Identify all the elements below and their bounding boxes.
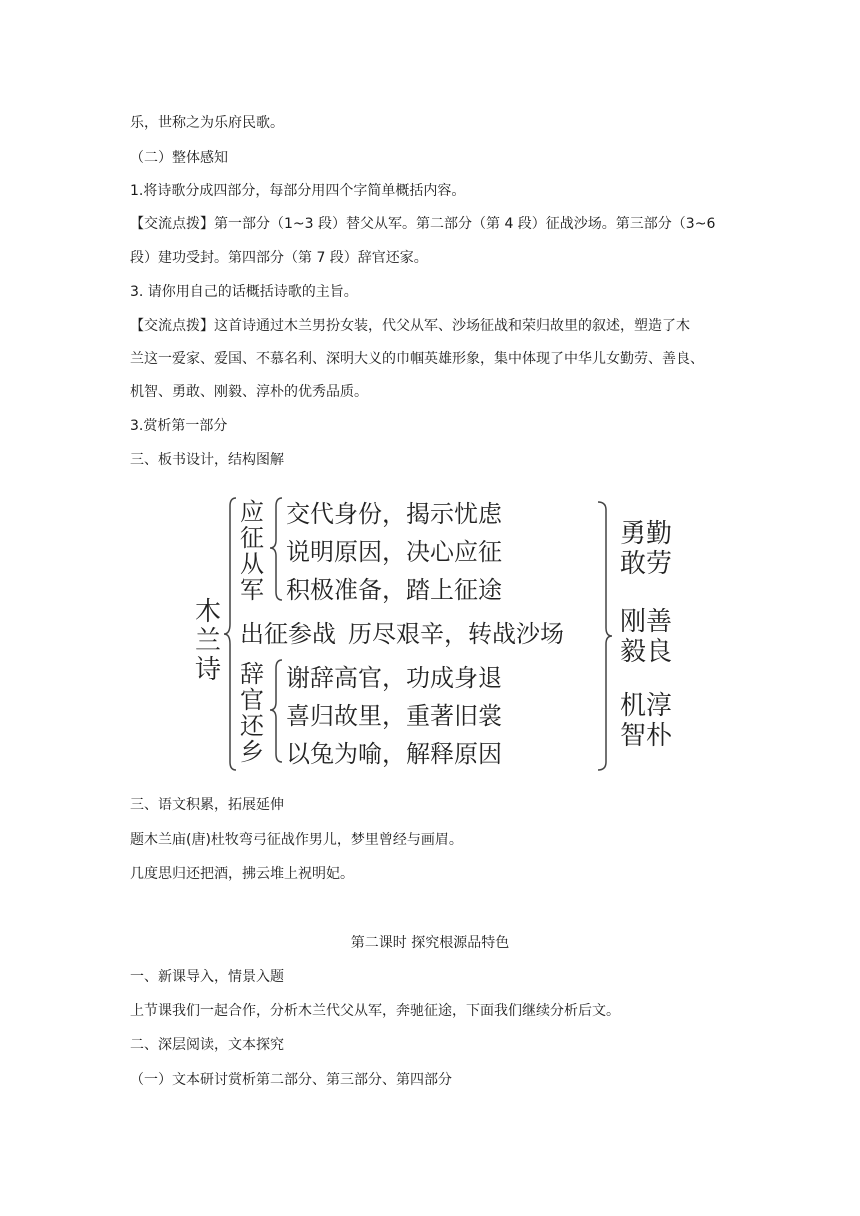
section-heading: 三、语文积累，拓展延伸	[130, 797, 284, 813]
paragraph-line: 【交流点拨】这首诗通过木兰男扮女装，代父从军、沙场征战和荣归故里的叙述，塑造了木	[130, 318, 690, 334]
quality-char: 朴	[646, 721, 673, 751]
group1-item: 说明原因，决心应征	[286, 538, 502, 566]
main-brace	[224, 498, 236, 770]
group1-title-char: 军	[240, 576, 264, 604]
quality-char: 毅	[620, 637, 647, 667]
paragraph-line: 兰这一爱家、爱国、不慕名利、深明大义的巾帼英雄形象，集中体现了中华儿女勤劳、善良、	[130, 351, 704, 367]
section-heading: （一）文本研讨赏析第二部分、第三部分、第四部分	[130, 1072, 452, 1088]
section-heading: 三、板书设计，结构图解	[130, 452, 284, 468]
paragraph-line: 机智、勇敢、刚毅、淳朴的优秀品质。	[130, 384, 368, 400]
paragraph-line: 段）建功受封。第四部分（第 7 段）辞官还家。	[130, 250, 428, 266]
group1-title-char: 从	[240, 550, 264, 578]
section-heading: （二）整体感知	[130, 150, 228, 166]
paragraph-line: 1.将诗歌分成四部分，每部分用四个字简单概括内容。	[130, 183, 466, 199]
group2-title-char: 辞	[240, 660, 264, 688]
lesson-title: 第二课时 探究根源品特色	[350, 935, 510, 951]
group2-title-char: 官	[240, 686, 264, 714]
group2-title-char: 还	[240, 712, 264, 740]
group1-item: 交代身份，揭示忧虑	[286, 500, 502, 528]
section-heading: 一、新课导入，情景入题	[130, 969, 284, 985]
paragraph-line: 3.赏析第一部分	[130, 418, 228, 434]
quality-char: 机	[620, 691, 647, 721]
middle-item: 历尽艰辛，转战沙场	[348, 620, 564, 648]
quality-char: 刚	[620, 607, 647, 637]
section-heading: 二、深层阅读，文本探究	[130, 1037, 284, 1053]
quality-char: 勇	[620, 519, 647, 549]
quality-char: 良	[646, 637, 673, 667]
paragraph-line: 3. 请你用自己的话概括诗歌的主旨。	[130, 284, 358, 300]
quality-char: 善	[646, 607, 673, 637]
diagram-root-char: 兰	[194, 626, 222, 656]
group1-brace	[270, 498, 282, 600]
group1-title-char: 征	[240, 524, 264, 552]
group2-item: 谢辞高官，功成身退	[286, 664, 502, 692]
paragraph-line: 【交流点拨】第一部分（1~3 段）替父从军。第二部分（第 4 段）征战沙场。第三部分（3~6	[130, 216, 716, 232]
diagram-root-char: 木	[194, 597, 222, 627]
quality-char: 敢	[620, 549, 647, 579]
group2-title-char: 乡	[240, 738, 264, 766]
group2-brace	[270, 660, 282, 762]
group2-item: 以兔为喻，解释原因	[286, 740, 502, 768]
paragraph-line: 题木兰庙(唐)杜牧弯弓征战作男儿，梦里曾经与画眉。	[130, 832, 463, 848]
middle-title: 出征参战	[240, 620, 336, 648]
paragraph-line: 上节课我们一起合作，分析木兰代父从军，奔驰征途，下面我们继续分析后文。	[130, 1003, 620, 1019]
right-brace	[598, 502, 612, 770]
quality-char: 智	[620, 721, 647, 751]
group1-title-char: 应	[240, 498, 264, 526]
paragraph-line: 乐，世称之为乐府民歌。	[130, 115, 284, 131]
group1-item: 积极准备，踏上征途	[286, 576, 502, 604]
group2-item: 喜归故里，重著旧裳	[286, 702, 502, 730]
paragraph-line: 几度思归还把酒，拂云堆上祝明妃。	[130, 866, 354, 882]
board-structure-diagram	[190, 492, 680, 778]
diagram-root-char: 诗	[194, 655, 222, 685]
quality-char: 劳	[646, 549, 673, 579]
quality-char: 勤	[646, 519, 673, 549]
quality-char: 淳	[646, 691, 673, 721]
